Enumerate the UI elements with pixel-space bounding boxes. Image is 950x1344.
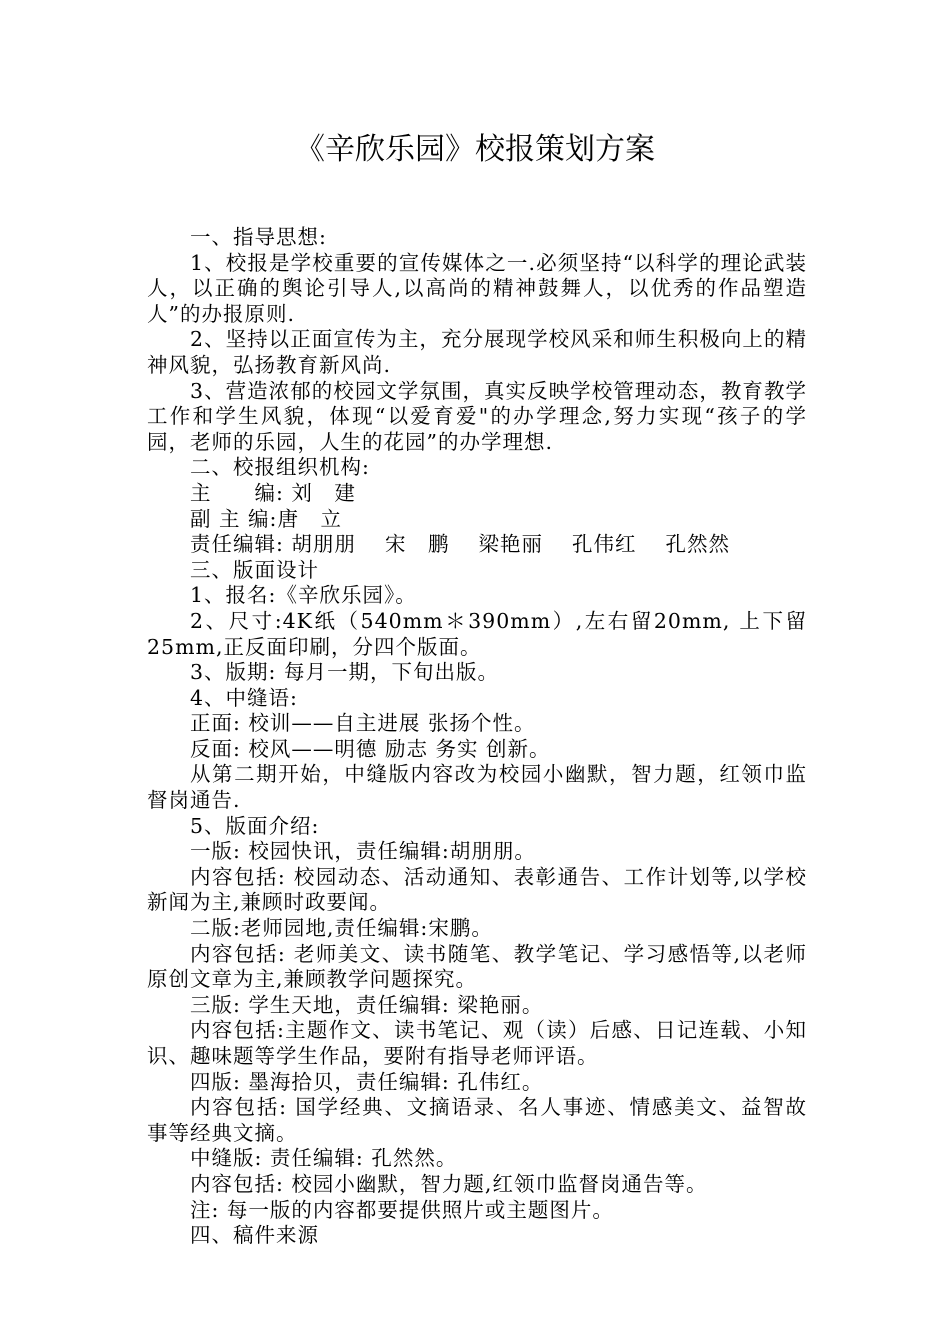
paragraph-responsible-editors: 责任编辑: 胡朋朋 宋 鹏 梁艳丽 孔伟红 孔然然 — [190, 532, 730, 557]
paragraph-paper-name: 1、报名:《辛欣乐园》。 — [190, 583, 417, 608]
paragraph-section-3: 三版: 学生天地，责任编辑: 梁艳丽。 — [190, 992, 544, 1017]
paragraph-layout-heading: 三、版面设计 — [190, 557, 319, 582]
paragraph-org-heading: 二、校报组织机构: — [190, 455, 370, 480]
paragraph-paper-size: 2、尺寸:4K纸（540mm＊390mm）,左右留20mm, 上下留25mm,正反面印刷，分四个版面。 — [147, 608, 807, 659]
paragraph-section-1-content: 内容包括: 校园动态、活动通知、表彰通告、工作计划等,以学校新闻为主,兼顾时政要闻。 — [147, 864, 807, 915]
paragraph-section-1: 一版: 校园快讯，责任编辑:胡朋朋。 — [190, 839, 536, 864]
document-body — [147, 225, 807, 1249]
paragraph-section-4: 四版: 墨海拾贝，责任编辑: 孔伟红。 — [190, 1069, 544, 1094]
paragraph-gutter-front: 正面: 校训——自主进展 张扬个性。 — [190, 711, 536, 736]
paragraph-issue-cycle: 3、版期: 每月一期，下旬出版。 — [190, 660, 499, 685]
paragraph-gutter-heading: 4、中缝语: — [190, 685, 298, 710]
paragraph-note: 注: 每一版的内容都要提供照片或主题图片。 — [190, 1197, 614, 1222]
paragraph-deputy-editor: 副 主 编:唐 立 — [190, 506, 342, 531]
paragraph-guiding-2: 2、坚持以正面宣传为主，充分展现学校风采和师生积极向上的精神风貌，弘扬教育新风尚. — [147, 327, 807, 377]
paragraph-gutter-back: 反面: 校风——明德 励志 务实 创新。 — [190, 736, 551, 761]
paragraph-section-2-content: 内容包括: 老师美文、读书随笔、教学笔记、学习感悟等,以老师原创文章为主,兼顾教学问题探究。 — [147, 941, 807, 992]
paragraph-guiding-1: 1、校报是学校重要的宣传媒体之一.必须坚持“以科学的理论武装人，以正确的舆论引导人,以高尚的精神鼓舞人，以优秀的作品塑造人”的办报原则. — [147, 250, 807, 326]
paragraph-chief-editor: 主 编: 刘 建 — [190, 480, 356, 505]
paragraph-section-3-content: 内容包括:主题作文、读书笔记、观（读）后感、日记连载、小知识、趣味题等学生作品，要附有指导老师评语。 — [147, 1018, 807, 1068]
paragraph-section-2: 二版:老师园地,责任编辑:宋鹏。 — [190, 916, 493, 941]
paragraph-guiding-heading: 一、指导思想: — [190, 225, 327, 249]
document-title: 《辛欣乐园》校报策划方案 — [295, 132, 655, 167]
paragraph-sources-heading: 四、稿件来源 — [190, 1223, 319, 1248]
paragraph-gutter-section-content: 内容包括: 校园小幽默，智力题,红领巾监督岗通告等。 — [190, 1171, 708, 1196]
paragraph-sections-heading: 5、版面介绍: — [190, 813, 320, 838]
paragraph-gutter-change: 从第二期开始，中缝版内容改为校园小幽默，智力题，红领巾监督岗通告. — [147, 762, 807, 813]
paragraph-gutter-section: 中缝版: 责任编辑: 孔然然。 — [190, 1146, 458, 1171]
paragraph-guiding-3: 3、营造浓郁的校园文学氛围，真实反映学校管理动态，教育教学工作和学生风貌，体现“以爱育爱"的办学理念,努力实现“孩子的学园，老师的乐园，人生的花园”的办学理想. — [147, 378, 807, 454]
paragraph-section-4-content: 内容包括: 国学经典、文摘语录、名人事迹、情感美文、益智故事等经典文摘。 — [147, 1095, 807, 1145]
